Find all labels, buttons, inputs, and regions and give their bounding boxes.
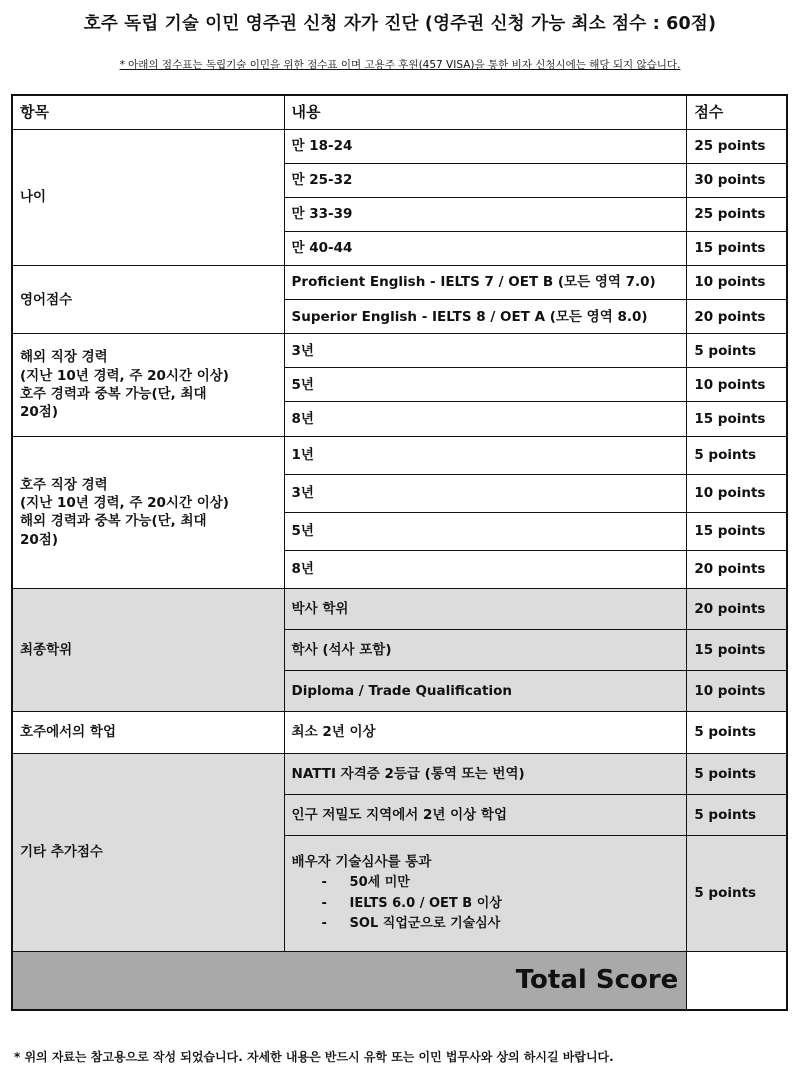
score-cell: 25 points	[687, 129, 787, 163]
category-overseas-work	[12, 334, 284, 436]
content-cell: 만 40-44	[284, 231, 687, 265]
spouse-conditions	[292, 873, 680, 933]
content-cell: 만 25-32	[284, 163, 687, 197]
score-cell: 10 points	[687, 266, 787, 300]
score-cell: 20 points	[687, 300, 787, 334]
total-score-value[interactable]	[687, 952, 787, 1010]
score-cell: 20 points	[687, 550, 787, 588]
header-content: 내용	[284, 95, 687, 129]
table-row	[12, 712, 787, 753]
table-row	[12, 753, 787, 794]
score-cell: 10 points	[687, 474, 787, 512]
page-title: 호주 독립 기술 이민 영주권 신청 자가 진단 (영주권 신청 가능 최소 점수 : 60점)	[83, 14, 717, 34]
score-cell: 30 points	[687, 163, 787, 197]
content-cell: Proficient English - IELTS 7 / OET B (모든 영역 7.0)	[284, 266, 687, 300]
score-cell: 5 points	[687, 334, 787, 368]
content-cell: Diploma / Trade Qualification	[284, 671, 687, 712]
score-cell: 5 points	[687, 436, 787, 474]
table-row	[12, 334, 787, 368]
total-score-label: Total Score	[12, 952, 687, 1010]
table-header-row	[12, 95, 787, 129]
content-cell: 만 33-39	[284, 197, 687, 231]
category-english: 영어점수	[12, 266, 284, 334]
total-row	[12, 952, 787, 1010]
score-cell: 15 points	[687, 630, 787, 671]
category-au-study: 호주에서의 학업	[12, 712, 284, 753]
category-line: 호주 직장 경력	[20, 476, 108, 493]
category-line: 20점)	[20, 531, 58, 548]
content-cell: 박사 학위	[284, 589, 687, 630]
score-cell: 15 points	[687, 231, 787, 265]
category-line: (지난 10년 경력, 주 20시간 이상)	[20, 495, 229, 512]
score-cell: 10 points	[687, 671, 787, 712]
dash-marker: -	[321, 915, 327, 931]
list-item: - IELTS 6.0 / OET B 이상	[292, 894, 680, 914]
score-cell: 20 points	[687, 589, 787, 630]
category-line: (지난 10년 경력, 주 20시간 이상)	[20, 367, 229, 384]
content-cell: 8년	[284, 550, 687, 588]
table-row	[12, 436, 787, 474]
spouse-heading: 배우자 기술심사를 통과	[291, 854, 432, 871]
category-age: 나이	[12, 129, 284, 265]
header-category: 항목	[12, 95, 284, 129]
content-cell: 인구 저밀도 지역에서 2년 이상 학업	[284, 794, 687, 835]
category-education: 최종학위	[12, 589, 284, 712]
dash-marker: -	[321, 895, 327, 911]
score-cell: 5 points	[687, 712, 787, 753]
score-cell: 5 points	[687, 794, 787, 835]
content-cell: 3년	[284, 334, 687, 368]
category-other: 기타 추가점수	[12, 753, 284, 952]
content-cell: 5년	[284, 368, 687, 402]
footer-note: * 위의 자료는 참고용으로 작성 되었습니다. 자세한 내용은 반드시 유학 또는 이민 법무사와 상의 하시길 바랍니다.	[14, 1050, 614, 1064]
category-line: 호주 경력과 중복 가능(단, 최대	[20, 385, 207, 402]
content-cell: 최소 2년 이상	[284, 712, 687, 753]
score-cell: 10 points	[687, 368, 787, 402]
content-cell: 만 18-24	[284, 129, 687, 163]
content-cell: NATTI 자격증 2등급 (통역 또는 번역)	[284, 753, 687, 794]
header-score: 점수	[687, 95, 787, 129]
score-cell: 5 points	[687, 835, 787, 951]
list-item: - 50세 미만	[292, 873, 680, 893]
content-cell: 5년	[284, 512, 687, 550]
content-cell-spouse	[284, 835, 687, 951]
content-cell: 3년	[284, 474, 687, 512]
score-table	[11, 94, 788, 1011]
table-row	[12, 589, 787, 630]
score-cell: 25 points	[687, 197, 787, 231]
dash-marker: -	[321, 875, 327, 891]
subtitle-note: * 아래의 점수표는 독립기술 이민을 위한 점수표 이며 고용주 후원(457 VISA)을 통한 비자 신청시에는 해당 되지 않습니다.	[119, 59, 681, 71]
content-cell: Superior English - IELTS 8 / OET A (모든 영역 8.0)	[284, 300, 687, 334]
table-row	[12, 266, 787, 300]
score-cell: 5 points	[687, 753, 787, 794]
list-item: - SOL 직업군으로 기술심사	[292, 914, 680, 934]
score-cell: 15 points	[687, 512, 787, 550]
content-cell: 학사 (석사 포함)	[284, 630, 687, 671]
table-row	[12, 129, 787, 163]
category-line: 20점)	[20, 404, 58, 421]
content-cell: 8년	[284, 402, 687, 436]
score-cell: 15 points	[687, 402, 787, 436]
category-line: 해외 경력과 중복 가능(단, 최대	[20, 513, 207, 530]
category-australia-work	[12, 436, 284, 589]
category-line: 해외 직장 경력	[20, 349, 108, 366]
content-cell: 1년	[284, 436, 687, 474]
